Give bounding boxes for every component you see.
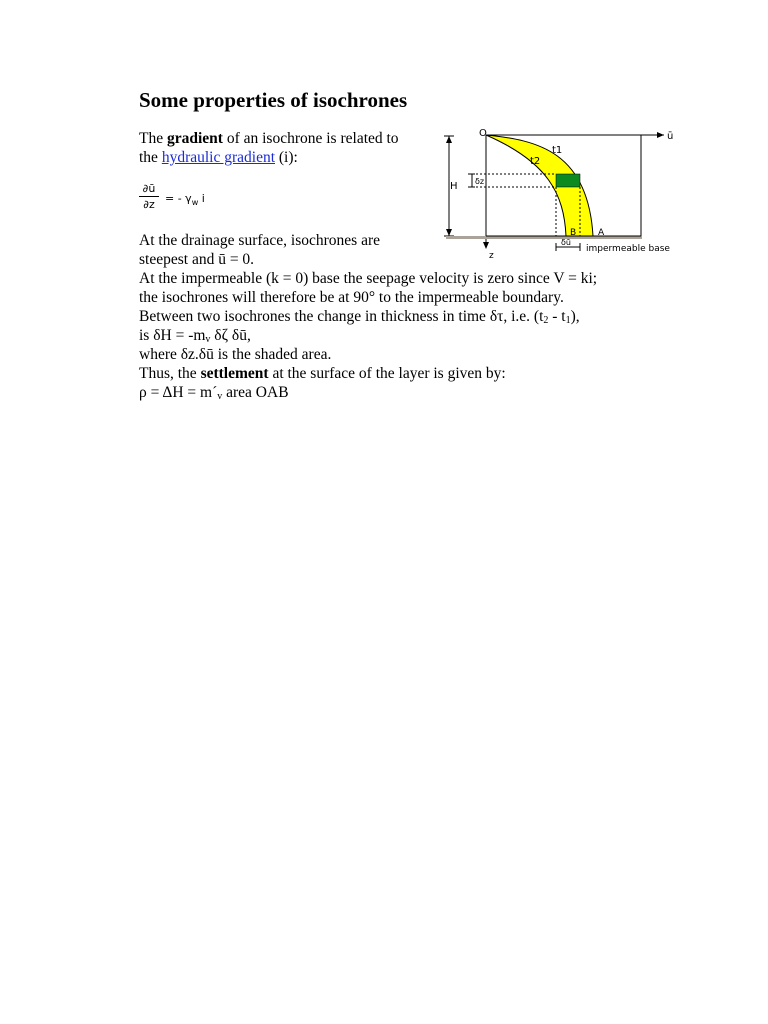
arrow-down-icon xyxy=(446,229,452,236)
body-line xyxy=(139,383,289,406)
gradient-fraction xyxy=(139,182,159,211)
dz-label: δz xyxy=(475,177,485,186)
fraction-bar xyxy=(139,196,159,197)
t1-subscript: 1 xyxy=(565,315,571,326)
body-text: Thus, the xyxy=(139,365,201,382)
depth-arrow-icon xyxy=(483,242,489,249)
body-text: ), xyxy=(570,308,580,325)
intro-text: of an isochrone is related to xyxy=(222,130,399,147)
depth-axis-label: z xyxy=(489,251,494,261)
shaded-area xyxy=(556,174,580,187)
mv-prime-subscript: v xyxy=(217,391,223,402)
body-text: at the surface of the layer is given by: xyxy=(268,365,506,382)
page-title: Some properties of isochrones xyxy=(139,88,408,112)
body-text: area OAB xyxy=(222,384,289,401)
height-label: H xyxy=(450,181,458,192)
isochrone-diagram xyxy=(438,124,678,264)
origin-label: O xyxy=(479,128,487,139)
mv-subscript: v xyxy=(205,334,211,345)
body-text: ρ = ΔH = m´ xyxy=(139,384,218,401)
equation-tail: i xyxy=(198,192,205,205)
t2-subscript: 2 xyxy=(543,315,549,326)
intro-text: (i): xyxy=(275,149,298,166)
body-line: At the impermeable (k = 0) base the seepage velocity is zero since V = ki; xyxy=(139,270,598,287)
body-line xyxy=(139,364,506,383)
gradient-term: gradient xyxy=(166,130,223,147)
body-line: the isochrones will therefore be at 90° to the impermeable boundary. xyxy=(139,289,564,306)
intro-text: The xyxy=(139,130,167,147)
fraction-numerator: ∂ū xyxy=(142,182,156,195)
body-text: is δH = -m xyxy=(139,327,206,344)
intro-line-1 xyxy=(139,129,399,148)
body-line: where δz.δū is the shaded area. xyxy=(139,346,332,363)
impermeable-base-label: impermeable base xyxy=(586,244,670,254)
intro-text: the xyxy=(139,149,162,166)
t1-label: t1 xyxy=(552,145,563,156)
body-text: Between two isochrones the change in thickness in time δτ, i.e. (t xyxy=(139,308,544,325)
arrow-up-icon xyxy=(446,136,452,143)
body-text: - t xyxy=(548,308,566,325)
fraction-denominator: ∂z xyxy=(143,198,155,211)
body-text: δζ δū, xyxy=(210,327,251,344)
equation-rhs: = - γ xyxy=(165,192,192,205)
settlement-term: settlement xyxy=(200,365,269,382)
x-arrow-icon xyxy=(657,132,664,138)
point-b-label: B xyxy=(570,228,577,238)
intro-line-2 xyxy=(139,148,298,167)
gamma-subscript: w xyxy=(191,198,199,208)
body-line: At the drainage surface, isochrones are xyxy=(139,232,380,249)
t2-label: t2 xyxy=(530,156,541,167)
x-axis-label: ū xyxy=(667,131,674,142)
du-label: δū xyxy=(561,238,571,247)
hydraulic-gradient-link[interactable]: hydraulic gradient xyxy=(161,149,276,166)
point-a-label: A xyxy=(598,228,605,238)
gradient-equation-rhs xyxy=(165,192,205,207)
body-line: steepest and ū = 0. xyxy=(139,251,255,268)
